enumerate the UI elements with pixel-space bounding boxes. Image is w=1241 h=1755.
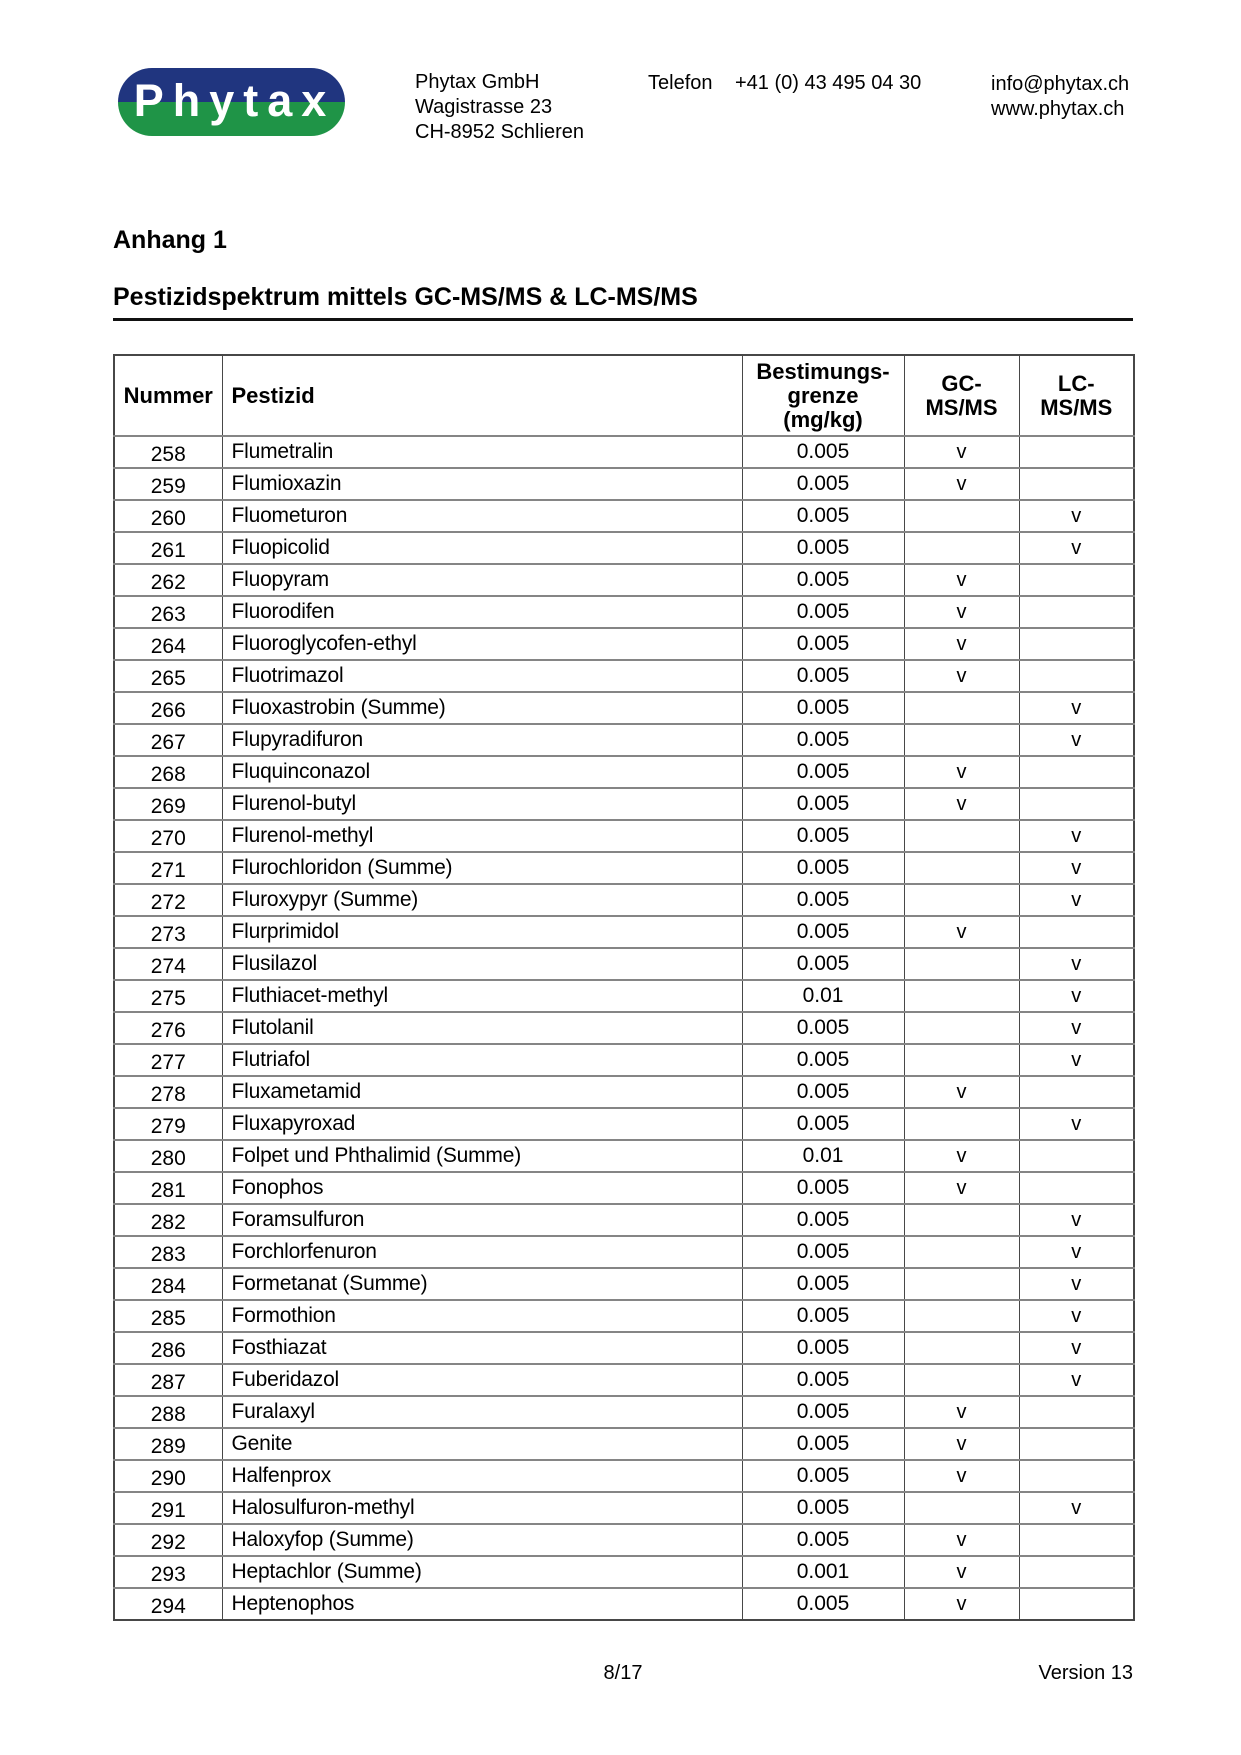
cell-lc-msms-mark <box>1019 1524 1134 1556</box>
cell-lc-msms-mark: v <box>1019 1300 1134 1332</box>
cell-gc-msms-mark: v <box>904 1556 1019 1588</box>
cell-gc-msms-mark <box>904 724 1019 756</box>
cell-bestimmungsgrenze: 0.005 <box>742 756 904 788</box>
cell-bestimmungsgrenze: 0.005 <box>742 724 904 756</box>
cell-pestizid: Haloxyfop (Summe) <box>222 1524 742 1556</box>
cell-nummer: 281 <box>114 1175 222 1207</box>
cell-nummer: 272 <box>114 887 222 919</box>
cell-nummer: 288 <box>114 1399 222 1431</box>
cell-pestizid: Flusilazol <box>222 948 742 980</box>
cell-bestimmungsgrenze: 0.005 <box>742 1460 904 1492</box>
cell-nummer: 261 <box>114 535 222 567</box>
cell-lc-msms-mark: v <box>1019 1492 1134 1524</box>
cell-bestimmungsgrenze: 0.005 <box>742 596 904 628</box>
cell-pestizid: Fosthiazat <box>222 1332 742 1364</box>
column-header-bestimmungsgrenze <box>742 355 904 436</box>
cell-gc-msms-mark: v <box>904 916 1019 948</box>
cell-bestimmungsgrenze: 0.005 <box>742 468 904 500</box>
cell-gc-msms-mark <box>904 500 1019 532</box>
grenze-line-1: Bestimungs- <box>756 358 890 384</box>
cell-nummer: 273 <box>114 919 222 951</box>
cell-pestizid: Fluopyram <box>222 564 742 596</box>
table-body <box>114 436 1134 1620</box>
cell-nummer: 279 <box>114 1111 222 1143</box>
cell-pestizid: Fonophos <box>222 1172 742 1204</box>
grenze-line-3: (mg/kg) <box>783 406 863 432</box>
column-header-nummer: Nummer <box>114 355 222 436</box>
table-row <box>114 1172 1134 1204</box>
cell-pestizid: Fluopicolid <box>222 532 742 564</box>
cell-gc-msms-mark <box>904 1364 1019 1396</box>
cell-pestizid: Flurenol-methyl <box>222 820 742 852</box>
table-row <box>114 692 1134 724</box>
table-header-row <box>114 355 1134 436</box>
table-row <box>114 596 1134 628</box>
cell-lc-msms-mark <box>1019 1172 1134 1204</box>
cell-lc-msms-mark: v <box>1019 948 1134 980</box>
cell-gc-msms-mark <box>904 884 1019 916</box>
cell-gc-msms-mark: v <box>904 1588 1019 1620</box>
cell-bestimmungsgrenze: 0.005 <box>742 1396 904 1428</box>
cell-bestimmungsgrenze: 0.01 <box>742 980 904 1012</box>
table-row <box>114 1268 1134 1300</box>
cell-pestizid: Heptenophos <box>222 1588 742 1620</box>
table-row <box>114 660 1134 692</box>
lc-line-2: MS/MS <box>1040 394 1113 420</box>
table-row <box>114 884 1134 916</box>
cell-lc-msms-mark: v <box>1019 1236 1134 1268</box>
cell-pestizid: Heptachlor (Summe) <box>222 1556 742 1588</box>
cell-nummer: 268 <box>114 759 222 791</box>
cell-lc-msms-mark: v <box>1019 1364 1134 1396</box>
table-row <box>114 564 1134 596</box>
cell-gc-msms-mark: v <box>904 468 1019 500</box>
phytax-logo <box>118 68 345 136</box>
cell-gc-msms-mark: v <box>904 596 1019 628</box>
table-row <box>114 980 1134 1012</box>
lc-line-1: LC- <box>1057 370 1095 396</box>
cell-lc-msms-mark <box>1019 628 1134 660</box>
cell-bestimmungsgrenze: 0.005 <box>742 1428 904 1460</box>
cell-pestizid: Flupyradifuron <box>222 724 742 756</box>
cell-nummer: 282 <box>114 1207 222 1239</box>
cell-pestizid: Folpet und Phthalimid (Summe) <box>222 1140 742 1172</box>
cell-nummer: 265 <box>114 663 222 695</box>
cell-nummer: 263 <box>114 599 222 631</box>
table-row <box>114 1364 1134 1396</box>
cell-gc-msms-mark: v <box>904 1076 1019 1108</box>
gc-line-2: MS/MS <box>925 394 998 420</box>
cell-lc-msms-mark <box>1019 1396 1134 1428</box>
cell-pestizid: Furalaxyl <box>222 1396 742 1428</box>
grenze-line-2: grenze <box>787 382 859 408</box>
cell-gc-msms-mark <box>904 820 1019 852</box>
column-header-gc-msms <box>904 355 1019 436</box>
cell-lc-msms-mark: v <box>1019 1204 1134 1236</box>
cell-lc-msms-mark <box>1019 1460 1134 1492</box>
cell-lc-msms-mark <box>1019 756 1134 788</box>
table-row <box>114 1588 1134 1620</box>
cell-lc-msms-mark <box>1019 788 1134 820</box>
cell-bestimmungsgrenze: 0.01 <box>742 1140 904 1172</box>
cell-nummer: 270 <box>114 823 222 855</box>
cell-pestizid: Forchlorfenuron <box>222 1236 742 1268</box>
logo-text: Phytax <box>133 75 336 126</box>
contact-block <box>991 72 1129 122</box>
cell-lc-msms-mark: v <box>1019 532 1134 564</box>
table-row <box>114 532 1134 564</box>
cell-lc-msms-mark: v <box>1019 820 1134 852</box>
table-row <box>114 724 1134 756</box>
cell-lc-msms-mark <box>1019 1588 1134 1620</box>
cell-lc-msms-mark <box>1019 660 1134 692</box>
cell-bestimmungsgrenze: 0.005 <box>742 564 904 596</box>
cell-gc-msms-mark: v <box>904 660 1019 692</box>
cell-gc-msms-mark: v <box>904 1396 1019 1428</box>
phone-label: Telefon <box>648 72 713 94</box>
table-header <box>114 355 1134 436</box>
cell-bestimmungsgrenze: 0.005 <box>742 628 904 660</box>
cell-nummer: 290 <box>114 1463 222 1495</box>
column-header-pestizid: Pestizid <box>222 355 742 436</box>
cell-nummer: 291 <box>114 1495 222 1527</box>
cell-nummer: 280 <box>114 1143 222 1175</box>
cell-lc-msms-mark <box>1019 1140 1134 1172</box>
cell-gc-msms-mark <box>904 980 1019 1012</box>
cell-pestizid: Flutriafol <box>222 1044 742 1076</box>
cell-gc-msms-mark <box>904 852 1019 884</box>
table-row <box>114 1076 1134 1108</box>
table-row <box>114 1044 1134 1076</box>
cell-nummer: 292 <box>114 1527 222 1559</box>
cell-pestizid: Fluoroglycofen-ethyl <box>222 628 742 660</box>
table-row <box>114 916 1134 948</box>
cell-lc-msms-mark: v <box>1019 980 1134 1012</box>
cell-nummer: 267 <box>114 727 222 759</box>
cell-pestizid: Halfenprox <box>222 1460 742 1492</box>
cell-bestimmungsgrenze: 0.005 <box>742 1300 904 1332</box>
cell-bestimmungsgrenze: 0.001 <box>742 1556 904 1588</box>
cell-lc-msms-mark <box>1019 468 1134 500</box>
cell-nummer: 283 <box>114 1239 222 1271</box>
cell-bestimmungsgrenze: 0.005 <box>742 1012 904 1044</box>
cell-pestizid: Fluxapyroxad <box>222 1108 742 1140</box>
cell-nummer: 294 <box>114 1591 222 1623</box>
cell-gc-msms-mark <box>904 1012 1019 1044</box>
cell-nummer: 260 <box>114 503 222 535</box>
cell-bestimmungsgrenze: 0.005 <box>742 1268 904 1300</box>
cell-bestimmungsgrenze: 0.005 <box>742 660 904 692</box>
table-row <box>114 820 1134 852</box>
cell-lc-msms-mark: v <box>1019 884 1134 916</box>
table-row <box>114 1300 1134 1332</box>
cell-gc-msms-mark: v <box>904 1460 1019 1492</box>
table-row <box>114 1236 1134 1268</box>
table-row <box>114 1204 1134 1236</box>
cell-pestizid: Fuberidazol <box>222 1364 742 1396</box>
cell-bestimmungsgrenze: 0.005 <box>742 788 904 820</box>
page-title: Pestizidspektrum mittels GC-MS/MS & LC-MS/MS <box>113 283 1133 321</box>
cell-lc-msms-mark <box>1019 1076 1134 1108</box>
cell-nummer: 275 <box>114 983 222 1015</box>
table-row <box>114 1492 1134 1524</box>
cell-nummer: 289 <box>114 1431 222 1463</box>
table-row <box>114 1460 1134 1492</box>
company-street: Wagistrasse 23 <box>415 96 553 118</box>
cell-lc-msms-mark: v <box>1019 1268 1134 1300</box>
cell-bestimmungsgrenze: 0.005 <box>742 692 904 724</box>
table-row <box>114 1108 1134 1140</box>
cell-nummer: 293 <box>114 1559 222 1591</box>
table-row <box>114 468 1134 500</box>
cell-gc-msms-mark <box>904 1044 1019 1076</box>
cell-pestizid: Halosulfuron-methyl <box>222 1492 742 1524</box>
cell-bestimmungsgrenze: 0.005 <box>742 436 904 468</box>
cell-bestimmungsgrenze: 0.005 <box>742 1588 904 1620</box>
cell-bestimmungsgrenze: 0.005 <box>742 1492 904 1524</box>
cell-bestimmungsgrenze: 0.005 <box>742 1332 904 1364</box>
cell-nummer: 284 <box>114 1271 222 1303</box>
cell-nummer: 266 <box>114 695 222 727</box>
cell-pestizid: Formothion <box>222 1300 742 1332</box>
cell-lc-msms-mark: v <box>1019 724 1134 756</box>
cell-nummer: 276 <box>114 1015 222 1047</box>
cell-gc-msms-mark <box>904 1332 1019 1364</box>
cell-bestimmungsgrenze: 0.005 <box>742 500 904 532</box>
cell-pestizid: Fluotrimazol <box>222 660 742 692</box>
cell-pestizid: Foramsulfuron <box>222 1204 742 1236</box>
cell-gc-msms-mark: v <box>904 1428 1019 1460</box>
cell-nummer: 278 <box>114 1079 222 1111</box>
cell-bestimmungsgrenze: 0.005 <box>742 884 904 916</box>
cell-bestimmungsgrenze: 0.005 <box>742 916 904 948</box>
cell-nummer: 258 <box>114 439 222 471</box>
cell-bestimmungsgrenze: 0.005 <box>742 1108 904 1140</box>
cell-lc-msms-mark <box>1019 1556 1134 1588</box>
cell-gc-msms-mark <box>904 1108 1019 1140</box>
cell-lc-msms-mark: v <box>1019 692 1134 724</box>
company-address-block <box>415 70 584 145</box>
phone-number: +41 (0) 43 495 04 30 <box>735 72 922 94</box>
cell-pestizid: Flumetralin <box>222 436 742 468</box>
company-name: Phytax GmbH <box>415 71 540 93</box>
cell-gc-msms-mark <box>904 532 1019 564</box>
cell-bestimmungsgrenze: 0.005 <box>742 1076 904 1108</box>
website-url: www.phytax.ch <box>991 98 1125 120</box>
cell-bestimmungsgrenze: 0.005 <box>742 820 904 852</box>
cell-lc-msms-mark <box>1019 1428 1134 1460</box>
cell-gc-msms-mark: v <box>904 1172 1019 1204</box>
table-row <box>114 500 1134 532</box>
company-city: CH-8952 Schlieren <box>415 121 584 143</box>
cell-gc-msms-mark <box>904 1300 1019 1332</box>
cell-lc-msms-mark: v <box>1019 500 1134 532</box>
cell-lc-msms-mark <box>1019 564 1134 596</box>
cell-gc-msms-mark <box>904 1268 1019 1300</box>
cell-lc-msms-mark: v <box>1019 852 1134 884</box>
cell-nummer: 285 <box>114 1303 222 1335</box>
cell-pestizid: Fluroxypyr (Summe) <box>222 884 742 916</box>
table-row <box>114 1524 1134 1556</box>
table-row <box>114 948 1134 980</box>
cell-lc-msms-mark <box>1019 436 1134 468</box>
cell-bestimmungsgrenze: 0.005 <box>742 1172 904 1204</box>
cell-bestimmungsgrenze: 0.005 <box>742 1236 904 1268</box>
cell-nummer: 262 <box>114 567 222 599</box>
cell-bestimmungsgrenze: 0.005 <box>742 1364 904 1396</box>
cell-lc-msms-mark: v <box>1019 1012 1134 1044</box>
table-row <box>114 756 1134 788</box>
cell-pestizid: Genite <box>222 1428 742 1460</box>
cell-gc-msms-mark: v <box>904 628 1019 660</box>
cell-gc-msms-mark <box>904 1492 1019 1524</box>
cell-bestimmungsgrenze: 0.005 <box>742 1524 904 1556</box>
cell-bestimmungsgrenze: 0.005 <box>742 852 904 884</box>
cell-pestizid: Flurochloridon (Summe) <box>222 852 742 884</box>
table-row <box>114 1140 1134 1172</box>
section-heading: Anhang 1 <box>113 226 227 254</box>
table-row <box>114 436 1134 468</box>
table-row <box>114 1396 1134 1428</box>
cell-bestimmungsgrenze: 0.005 <box>742 1044 904 1076</box>
cell-gc-msms-mark <box>904 1236 1019 1268</box>
cell-nummer: 277 <box>114 1047 222 1079</box>
cell-bestimmungsgrenze: 0.005 <box>742 532 904 564</box>
gc-line-1: GC- <box>941 370 982 396</box>
cell-gc-msms-mark <box>904 692 1019 724</box>
table-row <box>114 1556 1134 1588</box>
cell-lc-msms-mark: v <box>1019 1332 1134 1364</box>
cell-pestizid: Fluorodifen <box>222 596 742 628</box>
cell-pestizid: Fluxametamid <box>222 1076 742 1108</box>
cell-lc-msms-mark: v <box>1019 1108 1134 1140</box>
cell-nummer: 274 <box>114 951 222 983</box>
table-row <box>114 788 1134 820</box>
cell-pestizid: Flumioxazin <box>222 468 742 500</box>
cell-lc-msms-mark: v <box>1019 1044 1134 1076</box>
cell-gc-msms-mark: v <box>904 436 1019 468</box>
cell-nummer: 269 <box>114 791 222 823</box>
cell-gc-msms-mark: v <box>904 1140 1019 1172</box>
column-header-lc-msms <box>1019 355 1134 436</box>
pesticide-table <box>113 354 1135 1621</box>
cell-pestizid: Flurenol-butyl <box>222 788 742 820</box>
cell-nummer: 264 <box>114 631 222 663</box>
cell-gc-msms-mark: v <box>904 1524 1019 1556</box>
version-label: Version 13 <box>1038 1662 1133 1684</box>
cell-gc-msms-mark: v <box>904 756 1019 788</box>
cell-gc-msms-mark <box>904 948 1019 980</box>
cell-nummer: 271 <box>114 855 222 887</box>
cell-pestizid: Fluometuron <box>222 500 742 532</box>
table-row <box>114 852 1134 884</box>
cell-pestizid: Fluthiacet-methyl <box>222 980 742 1012</box>
cell-gc-msms-mark: v <box>904 788 1019 820</box>
cell-bestimmungsgrenze: 0.005 <box>742 1204 904 1236</box>
cell-gc-msms-mark <box>904 1204 1019 1236</box>
table-row <box>114 1332 1134 1364</box>
cell-gc-msms-mark: v <box>904 564 1019 596</box>
email-address: info@phytax.ch <box>991 73 1130 95</box>
page-number: 8/17 <box>603 1662 643 1684</box>
cell-pestizid: Fluquinconazol <box>222 756 742 788</box>
cell-pestizid: Formetanat (Summe) <box>222 1268 742 1300</box>
table-row <box>114 628 1134 660</box>
table-row <box>114 1012 1134 1044</box>
cell-bestimmungsgrenze: 0.005 <box>742 948 904 980</box>
table-row <box>114 1428 1134 1460</box>
cell-nummer: 286 <box>114 1335 222 1367</box>
cell-pestizid: Fluoxastrobin (Summe) <box>222 692 742 724</box>
cell-pestizid: Flurprimidol <box>222 916 742 948</box>
cell-pestizid: Flutolanil <box>222 1012 742 1044</box>
cell-nummer: 287 <box>114 1367 222 1399</box>
cell-lc-msms-mark <box>1019 916 1134 948</box>
cell-nummer: 259 <box>114 471 222 503</box>
cell-lc-msms-mark <box>1019 596 1134 628</box>
